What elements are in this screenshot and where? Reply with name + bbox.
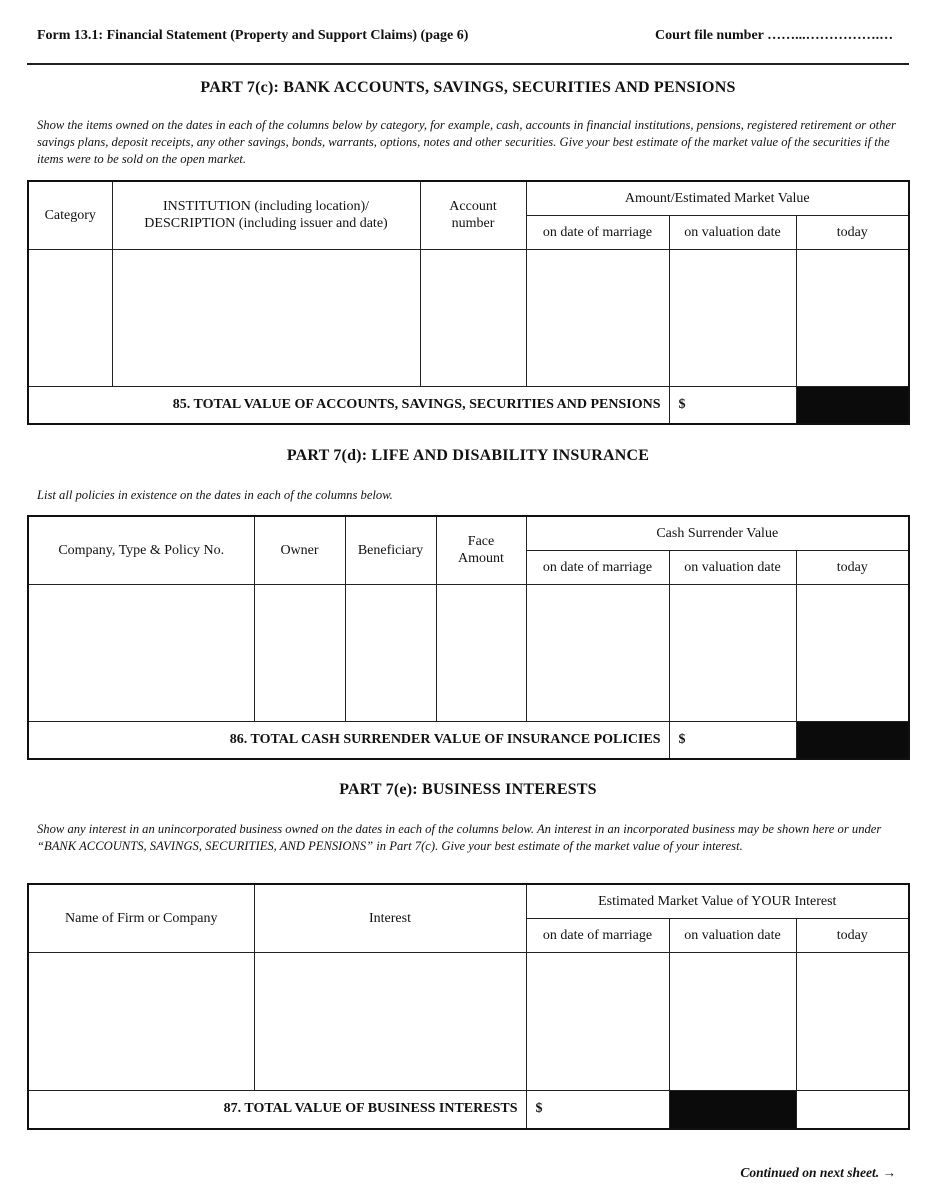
column-header-today: today: [796, 918, 909, 952]
part-7e-title: PART 7(e): BUSINESS INTERESTS: [339, 781, 597, 798]
total-85-amount-field[interactable]: $: [669, 386, 796, 424]
part-7e-total-row: [28, 1090, 909, 1129]
column-header-institution: [112, 181, 420, 249]
date-of-marriage-input-cell[interactable]: [526, 952, 669, 1090]
valuation-date-input-cell[interactable]: [669, 952, 796, 1090]
part-7c-table: [27, 180, 910, 425]
column-header-interest: Interest: [254, 884, 526, 952]
column-group-amount: Amount/Estimated Market Value: [526, 181, 909, 215]
today-input-cell[interactable]: [796, 952, 909, 1090]
column-header-today: today: [796, 550, 909, 584]
account-header-line2: number: [451, 216, 495, 232]
total-87-amount-field[interactable]: $: [526, 1090, 669, 1129]
blacked-out-cell: [669, 1090, 796, 1129]
part-7c-total-row: [28, 386, 909, 424]
column-header-date-of-marriage: on date of marriage: [526, 550, 669, 584]
header-divider: [27, 63, 909, 65]
valuation-date-input-cell[interactable]: [669, 249, 796, 386]
today-input-cell[interactable]: [796, 584, 909, 721]
account-number-input-cell[interactable]: [420, 249, 526, 386]
column-header-valuation-date: on valuation date: [669, 215, 796, 249]
institution-input-cell[interactable]: [112, 249, 420, 386]
firm-input-cell[interactable]: [28, 952, 254, 1090]
blacked-out-cell: [796, 386, 909, 424]
part-7c-entry-row: [28, 249, 909, 386]
form-title: Form 13.1: Financial Statement (Property and Support Claims) (page 6): [37, 28, 469, 43]
part-7e-entry-row: [28, 952, 909, 1090]
part-7d-entry-row: [28, 584, 909, 721]
part-7d-instructions: List all policies in existence on the dates in each of the columns below.: [37, 488, 393, 502]
category-input-cell[interactable]: [28, 249, 112, 386]
face-header-line1: Face: [467, 534, 495, 550]
column-header-today: today: [796, 215, 909, 249]
date-of-marriage-input-cell[interactable]: [526, 584, 669, 721]
today-input-cell[interactable]: [796, 249, 909, 386]
part-7d-title: PART 7(d): LIFE AND DISABILITY INSURANCE: [286, 447, 650, 464]
column-header-beneficiary: Beneficiary: [345, 516, 436, 584]
total-87-label: 87. TOTAL VALUE OF BUSINESS INTERESTS: [28, 1090, 526, 1129]
column-header-owner: Owner: [254, 516, 345, 584]
date-of-marriage-input-cell[interactable]: [526, 249, 669, 386]
total-86-amount-field[interactable]: $: [669, 721, 796, 759]
part-7d-total-row: [28, 721, 909, 759]
column-header-date-of-marriage: on date of marriage: [526, 215, 669, 249]
total-85-label: 85. TOTAL VALUE OF ACCOUNTS, SAVINGS, SECURITIES AND PENSIONS: [28, 386, 669, 424]
column-header-face-amount: [436, 516, 526, 584]
interest-input-cell[interactable]: [254, 952, 526, 1090]
part-7e-table: [27, 883, 910, 1130]
column-group-cash-surrender: Cash Surrender Value: [526, 516, 909, 550]
institution-header-line1: INSTITUTION (including location)/: [162, 199, 370, 215]
part-7d-table: [27, 515, 910, 760]
column-header-valuation-date: on valuation date: [669, 550, 796, 584]
column-header-account: [420, 181, 526, 249]
column-header-valuation-date: on valuation date: [669, 918, 796, 952]
part-7c-instructions: Show the items owned on the dates in each of the columns below by category, for example, cash, accounts in financial institutions, pensions, registered retirement or other savings plans, deposit receipts, any other savings, bonds, warrants, options, notes and other securities. Give your best estimate of the market value of the securities if the items were to be sold on the open market.: [37, 118, 896, 166]
institution-header-line2: DESCRIPTION (including issuer and date): [144, 216, 388, 232]
beneficiary-input-cell[interactable]: [345, 584, 436, 721]
account-header-line1: Account: [449, 199, 497, 215]
face-header-line2: Amount: [458, 551, 504, 567]
column-header-company: Company, Type & Policy No.: [28, 516, 254, 584]
blacked-out-cell: [796, 721, 909, 759]
column-header-category: Category: [28, 181, 112, 249]
total-86-label: 86. TOTAL CASH SURRENDER VALUE OF INSURANCE POLICIES: [28, 721, 669, 759]
column-header-date-of-marriage: on date of marriage: [526, 918, 669, 952]
continued-note: Continued on next sheet. →: [740, 1165, 896, 1180]
column-header-firm: Name of Firm or Company: [28, 884, 254, 952]
court-file-number-field[interactable]: Court file number ……...…………….…: [655, 28, 894, 43]
column-group-market-value: Estimated Market Value of YOUR Interest: [526, 884, 909, 918]
page-header: [0, 0, 936, 66]
company-input-cell[interactable]: [28, 584, 254, 721]
valuation-date-input-cell[interactable]: [669, 584, 796, 721]
part-7e-instructions: Show any interest in an unincorporated business owned on the dates in each of the columns below. An interest in an incorporated business may be shown here or under “BANK ACCOUNTS, SAVINGS, SECURITIES, AND PENSIONS” in Part 7(c). Give your best estimate of the market value of your interest.: [37, 822, 882, 853]
part-7c-title: PART 7(c): BANK ACCOUNTS, SAVINGS, SECURITIES AND PENSIONS: [200, 79, 736, 96]
face-amount-input-cell[interactable]: [436, 584, 526, 721]
owner-input-cell[interactable]: [254, 584, 345, 721]
